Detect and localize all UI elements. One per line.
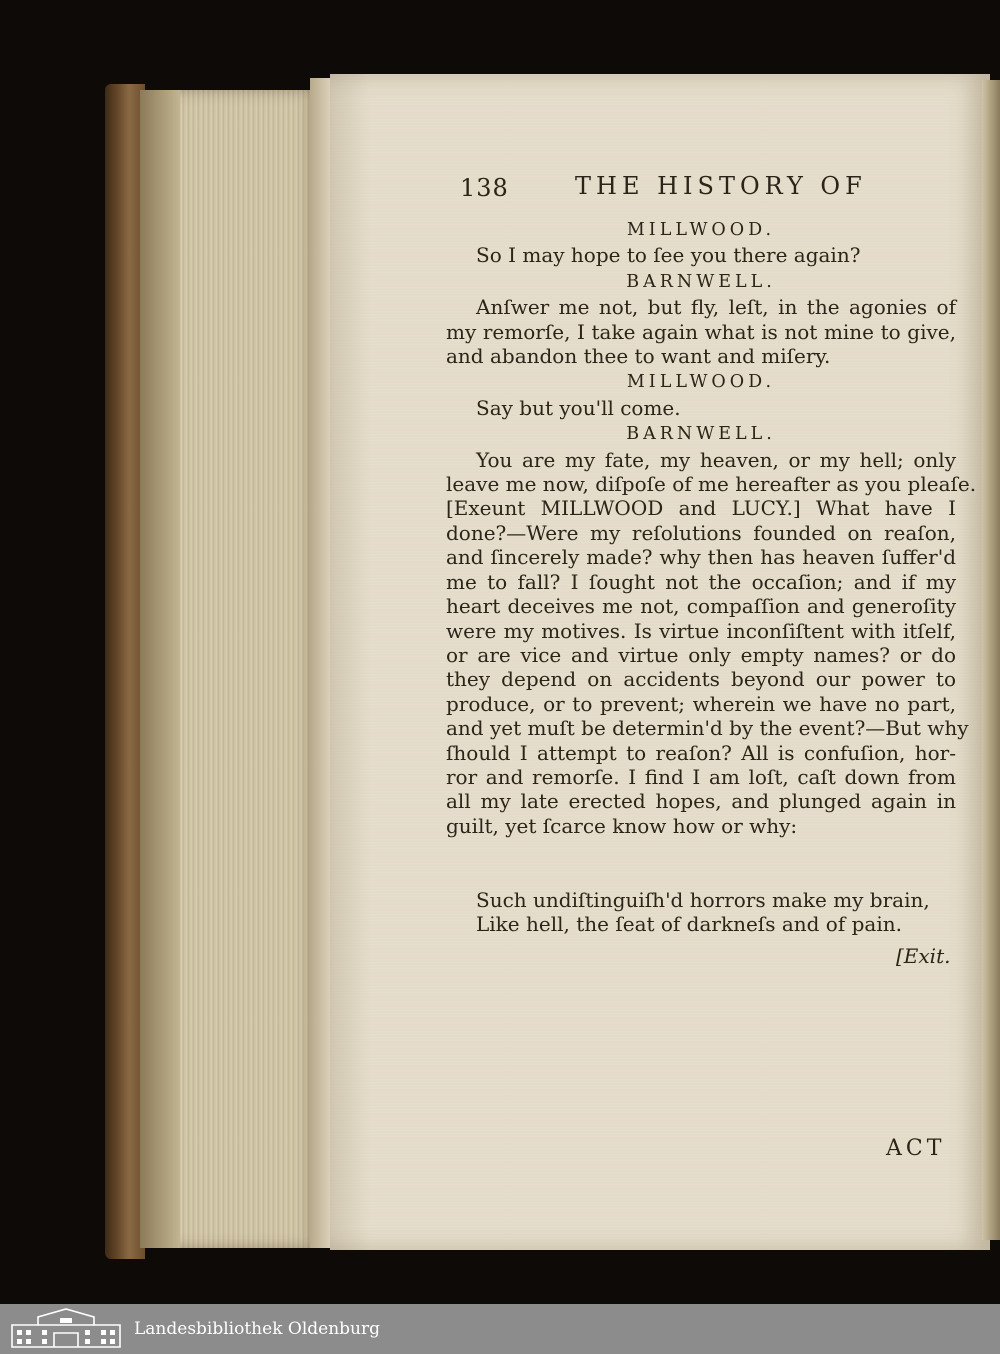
running-head [460, 170, 950, 210]
text-line: and yet muſt be determin'd by the event?—But why [446, 716, 969, 741]
page-right-edge [982, 80, 1000, 1240]
text-line: So I may hope to ſee you there again? [476, 243, 861, 268]
text-line: heart deceives me not, compaſſion and generoſity [446, 594, 956, 619]
text-line: [Exeunt MILLWOOD and LUCY.] What have I [446, 496, 956, 521]
text-line: were my motives. Is virtue inconſiſtent with itſelf, [446, 618, 956, 643]
book-cover-edge [105, 84, 145, 1259]
catchword: ACT [886, 1136, 946, 1161]
text-line: me to fall? I ſought not the occaſion; and if my [446, 569, 956, 594]
text-line: all my late erected hopes, and plunged again in [446, 789, 956, 814]
speaker-name: BARNWELL. [626, 271, 776, 292]
text-line: leave me now, diſpoſe of me hereafter as you pleaſe. [446, 472, 977, 497]
verse-couplet [476, 888, 956, 937]
text-line: and ſincerely made? why then has heaven ſuffer'd [446, 545, 956, 570]
text-line: Anſwer me not, but fly, leſt, in the agonies of [476, 295, 956, 320]
text-line: produce, or to prevent; wherein we have no part, [446, 691, 956, 716]
page-body [446, 216, 977, 838]
text-line: done?—Were my reſolutions founded on reaſon, [446, 520, 956, 545]
text-line: Say but you'll come. [476, 395, 681, 420]
verse-line: Like hell, the ſeat of darkneſs and of pain. [476, 912, 902, 937]
running-title: THE HISTORY OF [575, 172, 867, 200]
text-line: they depend on accidents beyond our power to [446, 667, 956, 692]
verse-line: Such undiſtinguiſh'd horrors make my brain, [476, 888, 930, 912]
text-line: ror and remorſe. I find I am loſt, caſt down from [446, 764, 956, 789]
text-line: or are vice and virtue only empty names? or do [446, 642, 956, 667]
text-line: You are my fate, my heaven, or my hell; only [476, 447, 956, 472]
text-line: ſhould I attempt to reaſon? All is confuſion, hor- [446, 740, 956, 765]
library-building-icon [8, 1307, 124, 1351]
text-line: and abandon thee to want and miſery. [446, 344, 831, 369]
footer-library-label: Landesbibliothek Oldenburg [134, 1319, 381, 1339]
footer-bar [0, 1304, 1000, 1354]
stage-direction-exit: [Exit. [896, 944, 951, 968]
speaker-name: BARNWELL. [626, 424, 776, 445]
text-line: guilt, yet ſcarce know how or why: [446, 813, 798, 838]
speaker-name: MILLWOOD. [626, 220, 776, 240]
speaker-name: MILLWOOD. [626, 372, 776, 393]
book-fore-edge-shadow [140, 90, 180, 1248]
text-line: my remorſe, I take again what is not mine to give, [446, 319, 956, 344]
page-number: 138 [460, 174, 509, 202]
